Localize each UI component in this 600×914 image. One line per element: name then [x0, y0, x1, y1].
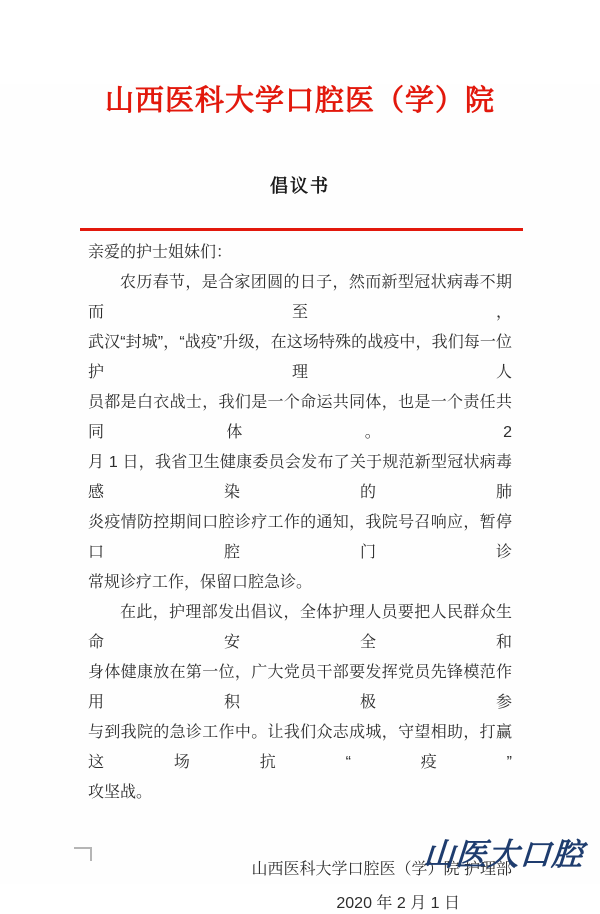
body-line: 武汉“封城”，“战疫”升级，在这场特殊的战疫中，我们每一位护理人: [88, 334, 512, 381]
body-line: 身体健康放在第一位，广大党员干部要发挥党员先锋模范作用积极参: [88, 664, 512, 711]
body-line: 炎疫情防控期间口腔诊疗工作的通知，我院号召响应，暂停口腔门诊: [88, 514, 512, 561]
red-divider-line: [80, 228, 523, 231]
letter-body: [88, 238, 512, 808]
body-line: 月 1 日，我省卫生健康委员会发布了关于规范新型冠状病毒感染的肺: [88, 454, 512, 501]
greeting-line: 亲爱的护士姐妹们：: [88, 244, 233, 261]
date-line: 2020 年 2 月 1 日: [336, 895, 460, 912]
body-line: 在此，护理部发出倡议，全体护理人员要把人民群众生命安全和: [88, 604, 512, 651]
scan-corner-mark: [74, 847, 92, 861]
body-line: 攻坚战。: [88, 784, 153, 801]
body-line: 员都是白衣战士，我们是一个命运共同体，也是一个责任共同体。2: [88, 394, 512, 441]
body-line: 与到我院的急诊工作中。让我们众志成城，守望相助，打赢这场抗“疫”: [88, 724, 512, 771]
document-title: 倡议书: [270, 176, 330, 196]
body-line: 农历春节，是合家团圆的日子，然而新型冠状病毒不期而至，: [88, 274, 512, 321]
hospital-title: 山西医科大学口腔医（学）院: [104, 85, 495, 117]
body-line: 常规诊疗工作，保留口腔急诊。: [88, 574, 313, 591]
document-page: [0, 84, 600, 912]
hospital-logo: 山医大口腔: [422, 837, 586, 872]
signature-line: 山西医科大学口腔医（学）院 护理部: [251, 861, 512, 878]
